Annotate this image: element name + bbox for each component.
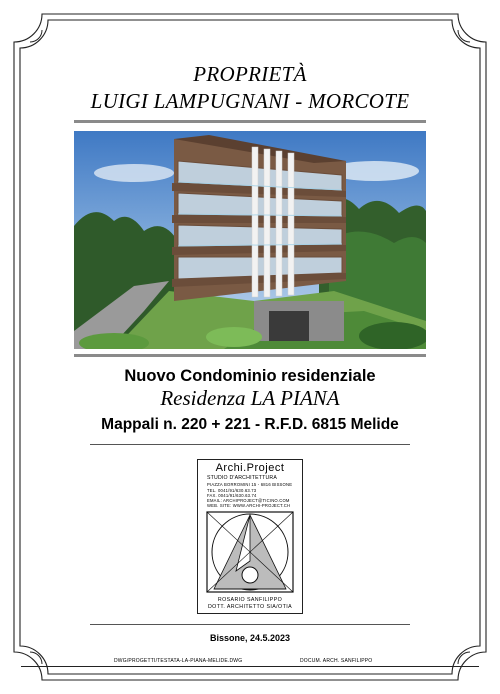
logo-emblem	[206, 511, 294, 593]
logo-email: EMAIL: ARCHIPROJECT@TICINO.COM	[207, 498, 290, 503]
owner-heading: PROPRIETÀ	[193, 62, 307, 86]
project-subtitle: Nuovo Condominio residenziale	[124, 367, 376, 385]
logo-tel: TEL. 0041/91/630.63.73	[207, 488, 257, 493]
logo-fax: FAX. 0041/91/630.63.74	[207, 493, 257, 498]
owner-name: LUIGI LAMPUGNANI - MORCOTE	[90, 89, 410, 113]
project-name: Residenza LA PIANA	[160, 386, 340, 410]
divider-top	[74, 120, 426, 123]
logo-architect-title: DOTT. ARCHITETTO SIA/OTIA	[207, 604, 293, 610]
footer-line	[21, 666, 479, 667]
logo-architect: ROSARIO SANFILIPPO	[217, 597, 283, 603]
divider-above-date	[90, 624, 410, 625]
divider-mid	[74, 354, 426, 357]
building-rendering	[74, 131, 426, 349]
footer-author: DOCUM. ARCH. SANFILIPPO	[300, 658, 373, 664]
logo-studio: STUDIO D'ARCHITETTURA	[207, 475, 278, 481]
footer-file-path: DWG/PROGETTI/TESTATA-LA-PIANA-MELIDE.DWG	[114, 658, 243, 664]
logo-address: PIAZZA BORROMINI 15 - 6816 BISSONE	[207, 482, 293, 487]
logo-web: WEB. SITE: WWW.ARCHI-PROJECT.CH	[207, 503, 291, 508]
divider-under-parcels	[90, 444, 410, 445]
parcel-info: Mappali n. 220 + 221 - R.F.D. 6815 Melide	[101, 416, 399, 433]
issue-date: Bissone, 24.5.2023	[209, 633, 291, 643]
architect-logo	[197, 459, 303, 614]
logo-company: Archi.Project	[215, 462, 285, 474]
